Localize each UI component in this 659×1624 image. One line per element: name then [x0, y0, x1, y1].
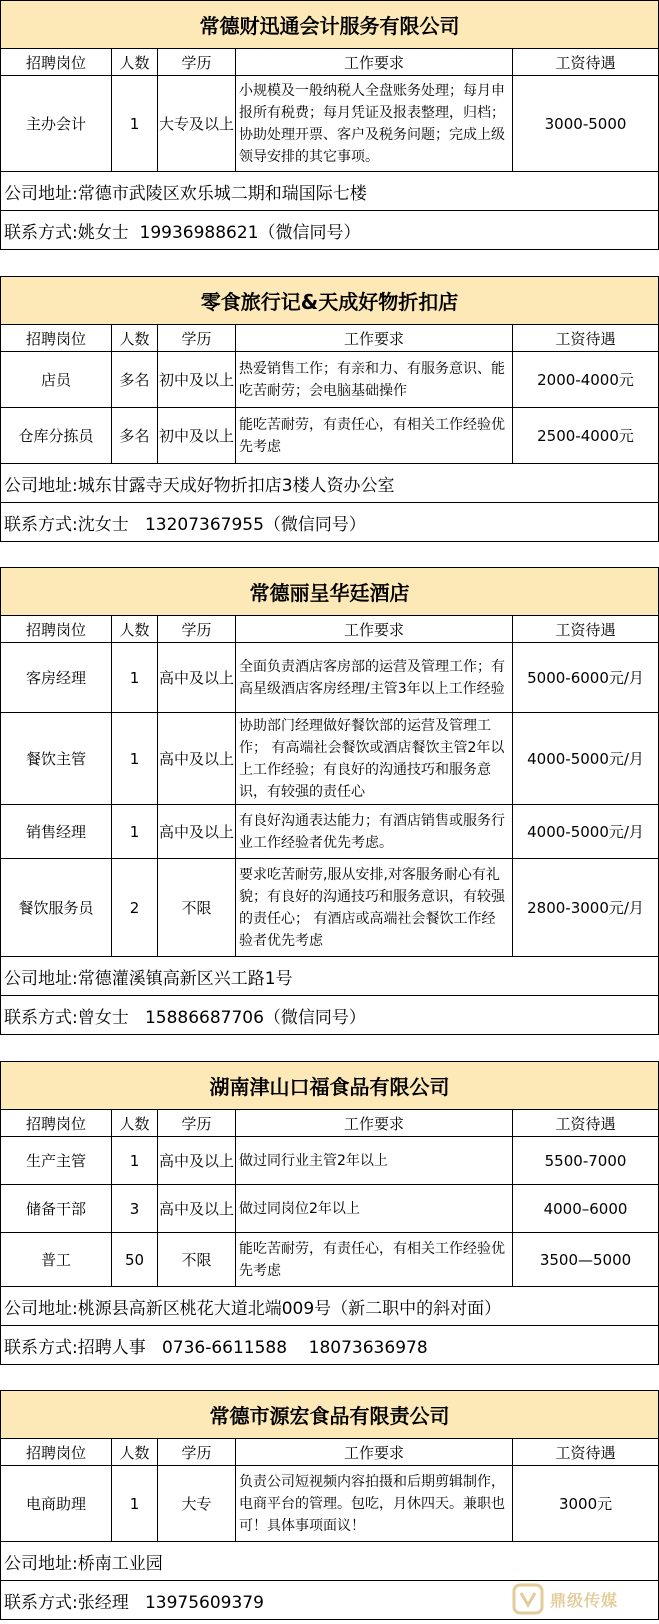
company-name: 零食旅行记&天成好物折扣店 [1, 277, 659, 325]
table-row [1, 408, 659, 464]
count-cell: 1 [112, 1466, 158, 1542]
education-cell: 高中及以上 [158, 643, 236, 713]
count-cell: 1 [112, 713, 158, 805]
header-count: 人数 [112, 1110, 158, 1137]
company-name: 常德丽呈华廷酒店 [1, 568, 659, 616]
company-contact: 联系方式:招聘人事 0736-6611588 18073636978 [1, 1326, 659, 1365]
table-row [1, 805, 659, 859]
header-row [1, 1110, 659, 1137]
job-table [0, 276, 659, 542]
table-row [1, 1233, 659, 1287]
education-cell: 不限 [158, 1233, 236, 1287]
requirements-cell: 负责公司短视频内容拍摄和后期剪辑制作，电商平台的管理。包吃，月休四天。兼职也可！具体事项面议！ [236, 1466, 513, 1542]
header-position: 招聘岗位 [1, 616, 112, 643]
count-cell: 1 [112, 805, 158, 859]
salary-cell: 4000-5000元/月 [513, 805, 659, 859]
company-address: 公司地址:常德灌溪镇高新区兴工路1号 [1, 957, 659, 996]
job-table [0, 567, 659, 1035]
table-row [1, 1137, 659, 1185]
salary-cell: 3000元 [513, 1466, 659, 1542]
company-contact: 联系方式:姚女士 19936988621（微信同号） [1, 211, 659, 250]
header-requirements: 工作要求 [236, 1110, 513, 1137]
requirements-cell: 热爱销售工作；有亲和力、有服务意识、能吃苦耐劳；会电脑基础操作 [236, 352, 513, 408]
company-contact: 联系方式:沈女士 13207367955（微信同号） [1, 503, 659, 542]
education-cell: 初中及以上 [158, 408, 236, 464]
header-requirements: 工作要求 [236, 325, 513, 352]
position-cell: 销售经理 [1, 805, 112, 859]
header-row [1, 616, 659, 643]
header-count: 人数 [112, 325, 158, 352]
requirements-cell: 做过同岗位2年以上 [236, 1185, 513, 1233]
education-cell: 不限 [158, 859, 236, 957]
count-cell: 50 [112, 1233, 158, 1287]
header-requirements: 工作要求 [236, 616, 513, 643]
header-row [1, 1439, 659, 1466]
header-count: 人数 [112, 616, 158, 643]
count-cell: 1 [112, 76, 158, 172]
table-row [1, 1185, 659, 1233]
salary-cell: 2500-4000元 [513, 408, 659, 464]
header-education: 学历 [158, 325, 236, 352]
table-row [1, 1466, 659, 1542]
header-salary: 工资待遇 [513, 1439, 659, 1466]
watermark-text: 鼎级传媒 [550, 1590, 619, 1610]
table-row [1, 352, 659, 408]
education-cell: 大专 [158, 1466, 236, 1542]
company-block-4 [0, 1061, 658, 1365]
salary-cell: 2800-3000元/月 [513, 859, 659, 957]
count-cell: 多名 [112, 352, 158, 408]
education-cell: 高中及以上 [158, 1137, 236, 1185]
header-salary: 工资待遇 [513, 49, 659, 76]
header-position: 招聘岗位 [1, 325, 112, 352]
salary-cell: 3000-5000 [513, 76, 659, 172]
company-address: 公司地址:桥南工业园 [1, 1542, 659, 1581]
company-address: 公司地址:城东甘露寺天成好物折扣店3楼人资办公室 [1, 464, 659, 503]
position-cell: 餐饮服务员 [1, 859, 112, 957]
header-requirements: 工作要求 [236, 49, 513, 76]
salary-cell: 5500-7000 [513, 1137, 659, 1185]
count-cell: 3 [112, 1185, 158, 1233]
company-address: 公司地址:常德市武陵区欢乐城二期和瑞国际七楼 [1, 172, 659, 211]
table-row [1, 859, 659, 957]
position-cell: 客房经理 [1, 643, 112, 713]
position-cell: 主办会计 [1, 76, 112, 172]
table-row [1, 643, 659, 713]
count-cell: 多名 [112, 408, 158, 464]
position-cell: 仓库分拣员 [1, 408, 112, 464]
education-cell: 高中及以上 [158, 713, 236, 805]
logo-icon [512, 1583, 544, 1615]
header-position: 招聘岗位 [1, 49, 112, 76]
position-cell: 生产主管 [1, 1137, 112, 1185]
salary-cell: 5000-6000元/月 [513, 643, 659, 713]
company-block-3 [0, 567, 658, 1035]
table-row [1, 76, 659, 172]
requirements-cell: 能吃苦耐劳，有责任心，有相关工作经验优先考虑 [236, 408, 513, 464]
company-address: 公司地址:桃源县高新区桃花大道北端009号（新二职中的斜对面） [1, 1287, 659, 1326]
header-requirements: 工作要求 [236, 1439, 513, 1466]
company-name: 常德市源宏食品有限责公司 [1, 1391, 659, 1439]
requirements-cell: 做过同行业主管2年以上 [236, 1137, 513, 1185]
header-salary: 工资待遇 [513, 325, 659, 352]
position-cell: 餐饮主管 [1, 713, 112, 805]
company-name: 常德财迅通会计服务有限公司 [1, 1, 659, 49]
header-position: 招聘岗位 [1, 1110, 112, 1137]
header-education: 学历 [158, 1439, 236, 1466]
education-cell: 初中及以上 [158, 352, 236, 408]
header-education: 学历 [158, 49, 236, 76]
header-salary: 工资待遇 [513, 616, 659, 643]
header-education: 学历 [158, 616, 236, 643]
count-cell: 1 [112, 643, 158, 713]
header-row [1, 49, 659, 76]
job-table [0, 0, 659, 250]
position-cell: 储备干部 [1, 1185, 112, 1233]
header-salary: 工资待遇 [513, 1110, 659, 1137]
education-cell: 大专及以上 [158, 76, 236, 172]
company-contact: 联系方式:曾女士 15886687706（微信同号） [1, 996, 659, 1035]
table-row [1, 713, 659, 805]
salary-cell: 3500—5000 [513, 1233, 659, 1287]
position-cell: 店员 [1, 352, 112, 408]
education-cell: 高中及以上 [158, 805, 236, 859]
position-cell: 电商助理 [1, 1466, 112, 1542]
salary-cell: 4000–6000 [513, 1185, 659, 1233]
watermark [512, 1580, 652, 1618]
header-count: 人数 [112, 1439, 158, 1466]
company-block-1 [0, 0, 658, 250]
header-position: 招聘岗位 [1, 1439, 112, 1466]
company-name: 湖南津山口福食品有限公司 [1, 1062, 659, 1110]
company-contact: 联系方式:张经理 13975609379 [1, 1581, 659, 1620]
salary-cell: 2000-4000元 [513, 352, 659, 408]
requirements-cell: 全面负责酒店客房部的运营及管理工作；有高星级酒店客房经理/主管3年以上工作经验 [236, 643, 513, 713]
requirements-cell: 能吃苦耐劳，有责任心，有相关工作经验优先考虑 [236, 1233, 513, 1287]
header-row [1, 325, 659, 352]
count-cell: 2 [112, 859, 158, 957]
requirements-cell: 协助部门经理做好餐饮部的运营及管理工作； 有高端社会餐饮或酒店餐饮主管2年以上工作经验；有良好的沟通技巧和服务意识，有较强的责任心 [236, 713, 513, 805]
position-cell: 普工 [1, 1233, 112, 1287]
header-education: 学历 [158, 1110, 236, 1137]
requirements-cell: 要求吃苦耐劳,服从安排,对客服务耐心有礼貌；有良好的沟通技巧和服务意识，有较强的责任心； 有酒店或高端社会餐饮工作经验者优先考虑 [236, 859, 513, 957]
requirements-cell: 有良好沟通表达能力；有酒店销售或服务行业工作经验者优先考虑。 [236, 805, 513, 859]
education-cell: 高中及以上 [158, 1185, 236, 1233]
salary-cell: 4000-5000元/月 [513, 713, 659, 805]
company-block-2 [0, 276, 658, 542]
count-cell: 1 [112, 1137, 158, 1185]
job-table [0, 1061, 659, 1365]
header-count: 人数 [112, 49, 158, 76]
requirements-cell: 小规模及一般纳税人全盘账务处理；每月申报所有税费；每月凭证及报表整理，归档；协助处理开票、客户及税务问题；完成上级领导安排的其它事项。 [236, 76, 513, 172]
